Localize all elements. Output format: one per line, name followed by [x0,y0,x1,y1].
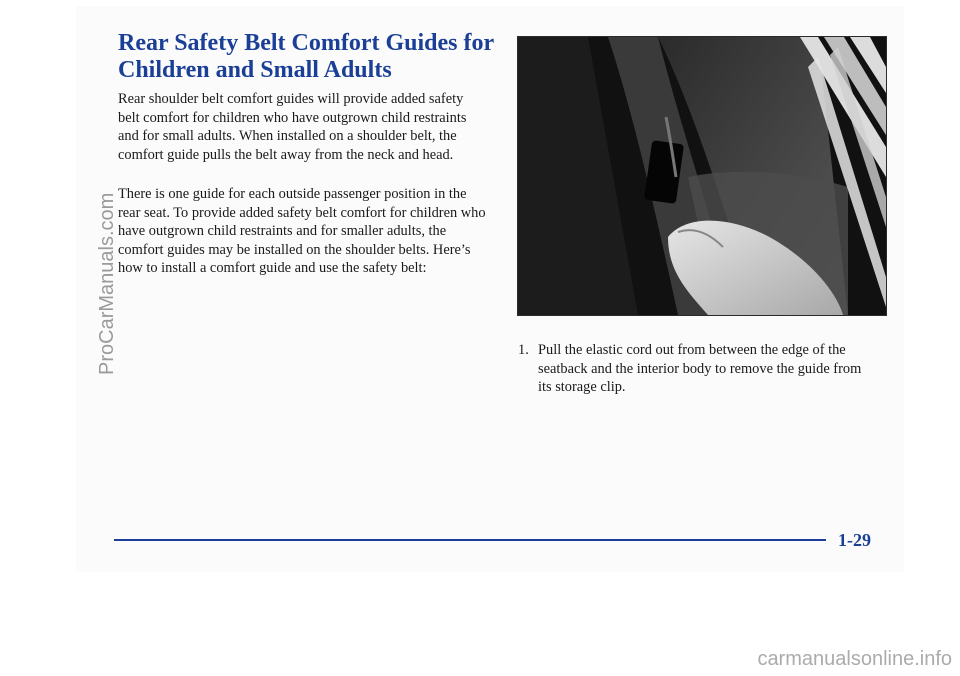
paragraph-intro: Rear shoulder belt comfort guides will provide added safety belt comfort for children who have outgrown child restraints and for small adults. When installed on a shoulder belt, the comfort guide pulls the belt away from the neck and head. [118,91,467,163]
step-number: 1. [518,342,529,358]
step-text: Pull the elastic cord out from between the edge of the seatback and the interior body to remove the guide from its storage clip. [538,342,862,396]
paragraph-instructions: There is one guide for each outside passenger position in the rear seat. To provide added safety belt comfort for children who have outgrown child restraints and for smaller adults, the comfort guides may be installed on the shoulder belts. Here’s how to install a comfort guide and use the safety belt: [118,186,486,277]
footer-watermark: carmanualsonline.info [757,648,952,670]
page-number: 1-29 [838,530,871,550]
comfort-guide-photo [517,36,887,316]
step-item [518,341,878,397]
section-heading: Rear Safety Belt Comfort Guides for Children and Small Adults [118,30,494,83]
footer-rule [114,539,826,541]
